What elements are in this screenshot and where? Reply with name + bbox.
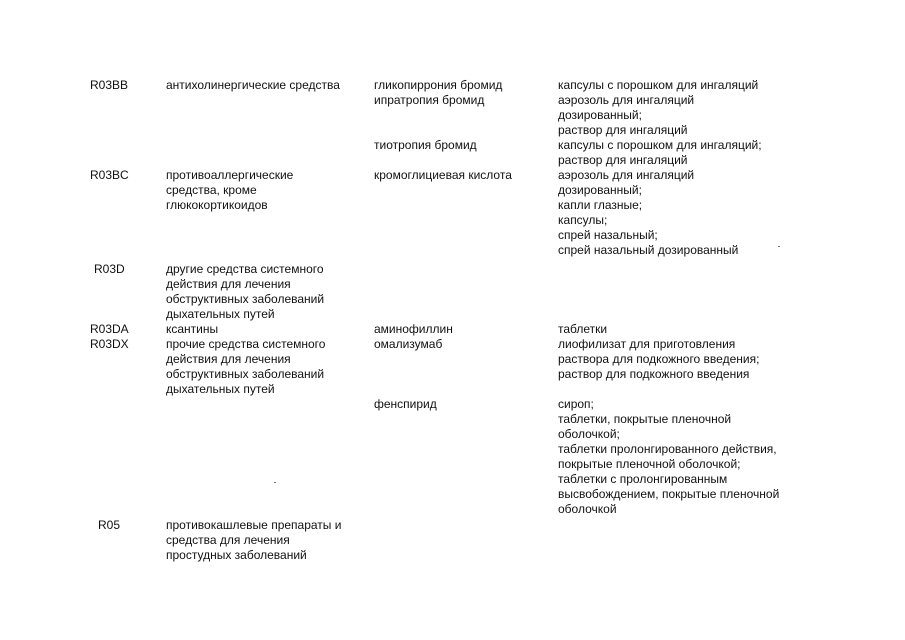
form-line: капсулы; <box>558 213 608 227</box>
group-line: прочие средства системного <box>166 337 326 351</box>
group-line: дыхательных путей <box>166 382 275 396</box>
drug-line: гликопиррония бромид <box>374 78 503 92</box>
table-row <box>84 262 844 322</box>
form-line: капсулы с порошком для ингаляций; <box>558 138 762 152</box>
group-line: действия для лечения <box>166 277 291 291</box>
form-line: лиофилизат для приготовления <box>558 337 736 351</box>
dosage-forms <box>558 168 828 258</box>
table-row <box>84 78 844 168</box>
form-line: спрей назальный дозированный <box>558 243 739 257</box>
form-line: аэрозоль для ингаляций <box>558 168 695 182</box>
form-line: сироп; <box>558 397 594 411</box>
drug-line: кромоглициевая кислота <box>374 168 512 182</box>
form-line: спрей назальный; <box>558 228 658 242</box>
form-line: покрытые пленочной оболочкой; <box>558 457 741 471</box>
drug-line: тиотропия бромид <box>374 138 477 152</box>
group-line: действия для лечения <box>166 352 291 366</box>
group-line: обструктивных заболеваний <box>166 292 325 306</box>
group-line: глюкокортикоидов <box>166 198 268 212</box>
dosage-forms <box>558 397 828 517</box>
group-line: антихолинергические средства <box>166 78 340 92</box>
form-line: раствор для подкожного введения <box>558 367 750 381</box>
form-line: таблетки <box>558 322 608 336</box>
group-line: простудных заболеваний <box>166 548 307 562</box>
therapeutic-group <box>166 168 366 213</box>
scan-speck <box>274 482 276 483</box>
form-line: капсулы с порошком для ингаляций <box>558 78 759 92</box>
therapeutic-group <box>166 322 366 337</box>
drug-name <box>374 397 554 412</box>
drug-line: аминофиллин <box>374 322 453 336</box>
group-line: обструктивных заболеваний <box>166 367 325 381</box>
drug-name <box>374 93 554 108</box>
atc-code: R03BC <box>90 168 129 182</box>
form-line: таблетки пролонгированного действия, <box>558 442 777 456</box>
group-line: дыхательных путей <box>166 307 275 321</box>
drug-line: омализумаб <box>374 337 443 351</box>
drug-classification-table <box>84 78 844 562</box>
form-line: капли глазные; <box>558 198 643 212</box>
drug-line: ипратропия бромид <box>374 93 485 107</box>
form-line: высвобождением, покрытые пленочной <box>558 487 780 501</box>
therapeutic-group <box>166 518 366 563</box>
group-line: другие средства системного <box>166 262 324 276</box>
group-line: средства, кроме <box>166 183 257 197</box>
dosage-forms <box>558 322 828 337</box>
drug-name <box>374 337 554 352</box>
dosage-forms <box>558 337 828 382</box>
atc-code: R03DX <box>90 337 129 351</box>
table-row <box>84 337 844 516</box>
dosage-forms <box>558 78 828 93</box>
drug-name <box>374 78 554 93</box>
form-line: раствор для ингаляций <box>558 153 688 167</box>
form-line: дозированный; <box>558 183 642 197</box>
form-line: таблетки с пролонгированным <box>558 472 728 486</box>
therapeutic-group <box>166 337 366 397</box>
dosage-forms <box>558 138 828 168</box>
form-line: раствор для ингаляций <box>558 123 688 137</box>
group-line: противоаллергические <box>166 168 294 182</box>
group-line: противокашлевые препараты и <box>166 518 342 532</box>
form-line: оболочкой; <box>558 427 620 441</box>
group-line: средства для лечения <box>166 533 290 547</box>
scan-speck <box>778 246 780 247</box>
atc-code: R03BB <box>90 78 129 92</box>
therapeutic-group <box>166 262 366 322</box>
atc-code: R05 <box>98 518 121 532</box>
drug-name <box>374 322 554 337</box>
dosage-forms <box>558 93 828 138</box>
drug-line: фенспирид <box>374 397 437 411</box>
atc-code: R03D <box>94 262 125 276</box>
form-line: оболочкой <box>558 502 617 516</box>
atc-code: R03DA <box>90 322 129 336</box>
drug-name <box>374 138 554 153</box>
form-line: раствора для подкожного введения; <box>558 352 760 366</box>
table-row <box>84 168 844 258</box>
table-row <box>84 518 844 563</box>
drug-name <box>374 168 554 183</box>
group-line: ксантины <box>166 322 219 336</box>
form-line: аэрозоль для ингаляций <box>558 93 695 107</box>
table-row <box>84 322 844 337</box>
therapeutic-group <box>166 78 366 93</box>
form-line: таблетки, покрытые пленочной <box>558 412 732 426</box>
form-line: дозированный; <box>558 108 642 122</box>
